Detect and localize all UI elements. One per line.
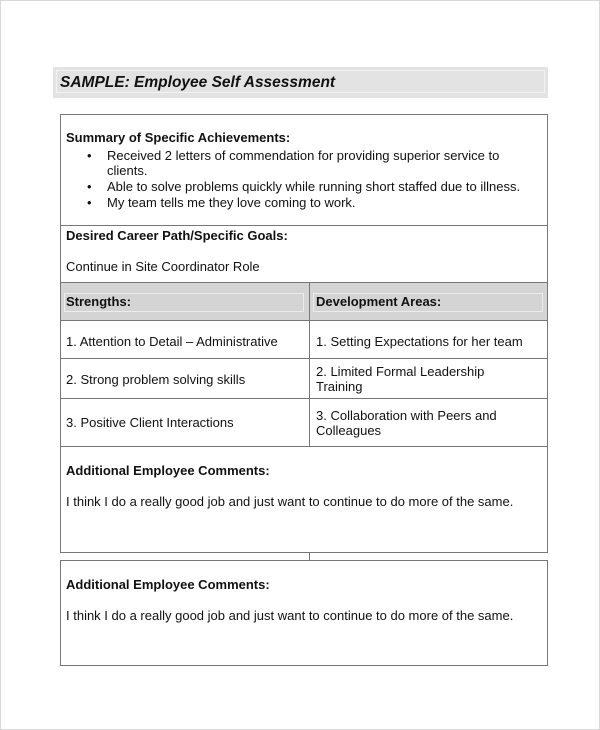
comments-label: Additional Employee Comments: <box>66 577 270 592</box>
strength-cell: 2. Strong problem solving skills <box>66 372 246 387</box>
title-bar <box>53 67 548 98</box>
assessment-form <box>60 114 548 553</box>
page-title: SAMPLE: Employee Self Assessment <box>60 74 336 91</box>
divider <box>61 358 547 359</box>
strength-cell: 3. Positive Client Interactions <box>66 415 234 430</box>
divider <box>61 320 547 321</box>
strengths-header: Strengths: <box>66 294 131 309</box>
comments-label: Additional Employee Comments: <box>66 463 270 478</box>
achievement-text: Able to solve problems quickly while running short staffed due to illness. <box>107 179 521 194</box>
strength-cell: 1. Attention to Detail – Administrative <box>66 334 278 349</box>
career-label: Desired Career Path/Specific Goals: <box>66 228 288 243</box>
column-divider-stub <box>309 553 310 560</box>
list-item <box>81 195 541 210</box>
bullet-icon: • <box>87 195 92 210</box>
achievement-text: Received 2 letters of commendation for providing superior service to clients. <box>107 148 500 178</box>
list-item <box>81 179 541 194</box>
divider <box>61 225 547 226</box>
achievements-label: Summary of Specific Achievements: <box>66 130 291 145</box>
comments-box-repeat <box>60 560 548 666</box>
development-cell: 3. Collaboration with Peers and Colleagues <box>316 408 497 438</box>
career-value: Continue in Site Coordinator Role <box>66 259 260 274</box>
development-cell: 1. Setting Expectations for her team <box>316 334 523 349</box>
divider <box>61 446 547 447</box>
development-header: Development Areas: <box>316 294 442 309</box>
comments-value: I think I do a really good job and just want to continue to do more of the same. <box>66 608 514 623</box>
development-cell: 2. Limited Formal Leadership Training <box>316 364 485 394</box>
bullet-icon: • <box>87 148 92 163</box>
bullet-icon: • <box>87 179 92 194</box>
achievements-list <box>81 148 541 211</box>
divider <box>61 398 547 399</box>
comments-value: I think I do a really good job and just want to continue to do more of the same. <box>66 494 514 509</box>
achievement-text: My team tells me they love coming to work. <box>107 195 356 210</box>
column-divider <box>309 282 310 446</box>
table-header-row <box>61 283 547 320</box>
list-item <box>81 148 541 178</box>
